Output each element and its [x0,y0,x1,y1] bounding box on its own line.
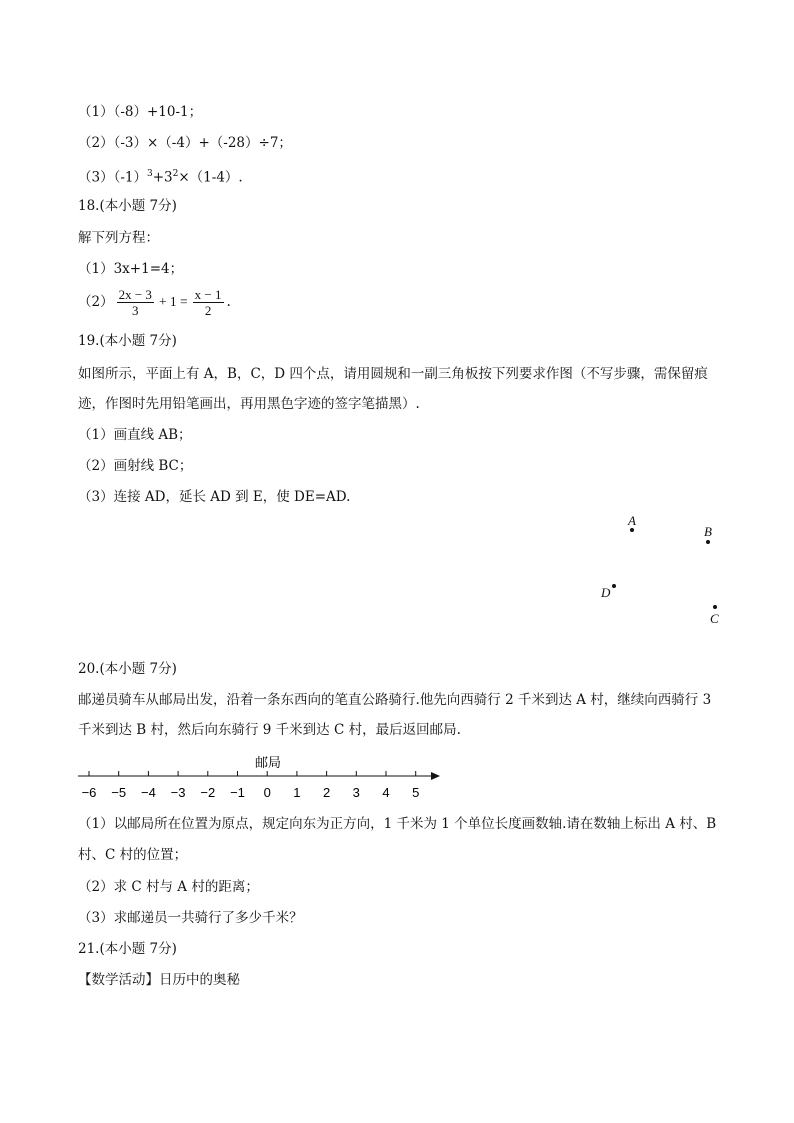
fraction-1: $\frac{2x - 3}{3}$ [118,286,152,318]
axis-tick-label: 4 [382,785,390,800]
axis-tick-label: −1 [230,785,245,800]
point-label-c: C [710,611,719,626]
axis-tick-label: 3 [352,785,360,800]
q19-item-1: （1）画直线 AB； [78,427,192,443]
axis-tick-label: −5 [111,785,127,800]
axis-tick-label: −2 [200,785,216,800]
q17-item-2: （2）（-3）×（-4）+（-28）÷7； [78,135,292,151]
point-label-a: A [628,513,636,528]
q17-item-3: $(3)(-1)^3+3^2\times(1-4)$. [78,169,243,186]
q19-item-2: （2）画射线 BC； [78,458,193,474]
q18-instruction: 解下列方程： [78,230,159,246]
q21-title: 【数学活动】日历中的奥秘 [78,972,240,988]
q18-item-2: （2） $\frac{2x - 3}{3}$ + 1 = $\frac{x - 1}{2}$ . [78,286,231,318]
q20-item-1-line-2: 村、C 村的位置； [78,847,188,863]
q17-item-1: （1）（-8）+10-1； [78,104,203,120]
point-b [706,540,710,544]
point-d [612,584,616,588]
axis-tick-label: 1 [293,785,301,800]
q18-item-1: （1）3x+1=4； [78,261,184,277]
axis-tick-label: 0 [263,785,271,800]
q20-item-1-line-1: （1）以邮局所在位置为原点，规定向东为正方向，1 千米为 1 个单位长度画数轴.请在数轴上标出 A 村、B [78,816,717,832]
fraction-2: $\frac{x - 1}{2}$ [194,286,222,318]
q20-item-3: （3）求邮递员一共骑行了多少千米？ [78,910,303,926]
axis-arrow [431,772,440,780]
q19-item-3: （3）连接 AD，延长 AD 到 E，使 DE=AD. [78,489,351,505]
axis-tick-label: −6 [81,785,97,800]
axis-tick-label: 2 [322,785,331,800]
q19-desc-line-2: 迹，作图时先用铅笔画出，再用黑色字迹的签字笔描黑）. [78,396,420,412]
point-c [713,605,717,609]
axis-tick-label: −4 [140,785,156,800]
q21-header: 21.(本小题 7分) [78,941,177,957]
post-office-label: 邮局 [254,755,282,770]
number-line [0,752,794,812]
axis-tick-label: −3 [170,785,186,800]
point-a [630,528,634,532]
point-label-d: D [601,585,611,600]
point-label-b: B [704,524,712,539]
axis-tick-label: 5 [412,785,420,800]
q19-desc-line-1: 如图所示，平面上有 A，B，C，D 四个点，请用圆规和一副三角板按下列要求作图（不写步骤，需保留痕 [78,366,708,382]
q20-header: 20.(本小题 7分) [78,661,177,677]
q20-item-2: （2）求 C 村与 A 村的距离； [78,879,259,895]
q18-header: 18.(本小题 7分) [78,198,177,214]
q20-desc-line-2: 千米到达 B 村，然后向东骑行 9 千米到达 C 村，最后返回邮局. [78,722,461,738]
q19-header: 19.(本小题 7分) [78,333,177,349]
q20-desc-line-1: 邮递员骑车从邮局出发，沿着一条东西向的笔直公路骑行.他先向西骑行 2 千米到达 A 村，继续向西骑行 3 [78,692,712,708]
